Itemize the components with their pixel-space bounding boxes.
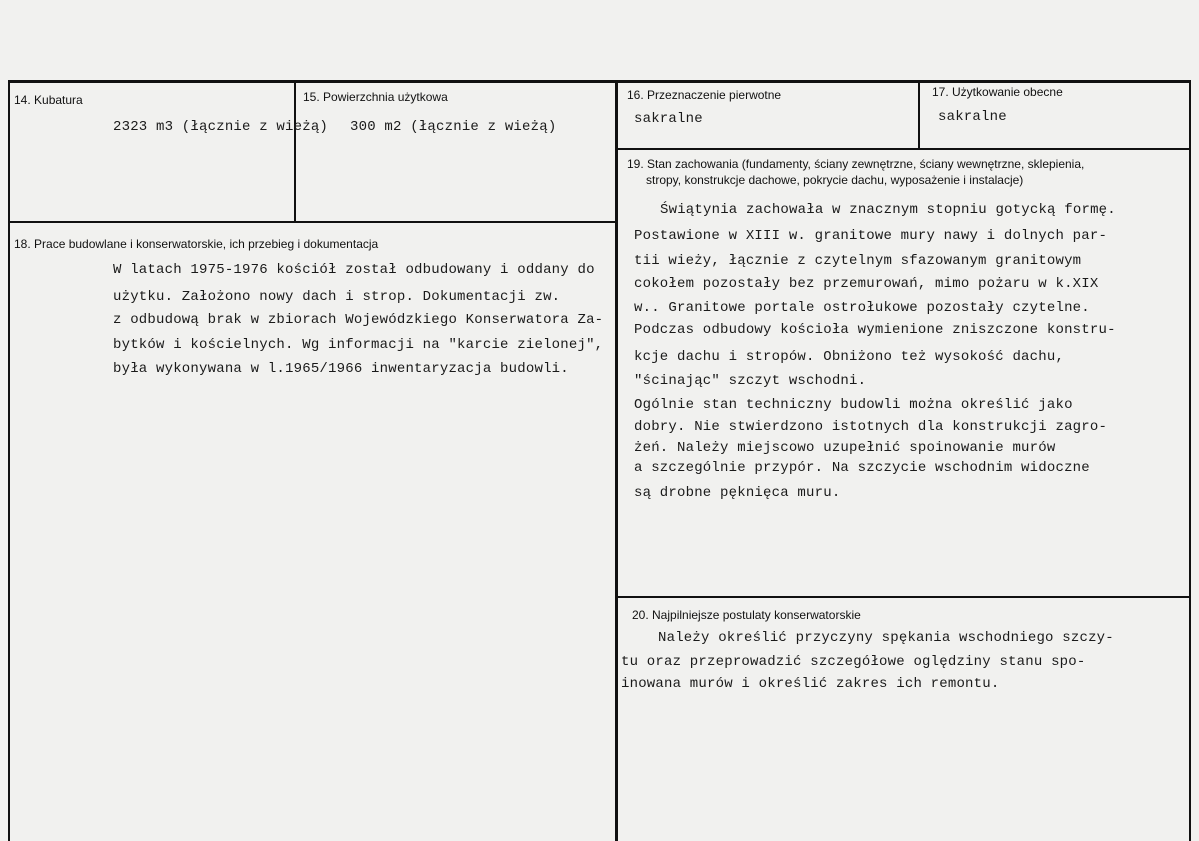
field-20-line: tu oraz przeprowadzić szczegółowe oględziny stanu spo- [621,654,1086,670]
field-19-line: a szczególnie przypór. Na szczycie wschodnim widoczne [634,460,1090,476]
field-19-line: "ścinając" szczyt wschodni. [634,373,867,389]
field-19-line: żeń. Należy miejscowo uzupełnić spoinowanie murów [634,440,1056,456]
field-19-line: tii wieży, łącznie z czytelnym sfazowanym granitowym [634,253,1082,269]
field-19-line: kcje dachu i stropów. Obniżono też wysokość dachu, [634,349,1065,365]
field-14-label: 14. Kubatura [14,93,83,107]
field-19-line: dobry. Nie stwierdzono istotnych dla konstrukcji zagro- [634,419,1108,435]
field-18-line: z odbudową brak w zbiorach Wojewódzkiego Konserwatora Za- [113,312,604,328]
field-19-line: cokołem pozostały bez przemurowań, mimo pożaru w k.XIX [634,276,1099,292]
field-19-label-line-1: 19. Stan zachowania (fundamenty, ściany zewnętrzne, ściany wewnętrzne, sklepienia, [627,157,1085,171]
field-19-line: są drobne pęknięca muru. [634,485,841,501]
field-15-label: 15. Powierzchnia użytkowa [303,90,448,104]
field-18-line: była wykonywana w l.1965/1966 inwentaryzacja budowli. [113,361,569,377]
field-19-label [627,156,1084,188]
left-border [8,80,10,841]
field-19-line: Podczas odbudowy kościoła wymienione zniszczone konstru- [634,322,1116,338]
center-divider [615,80,618,841]
field-16-label: 16. Przeznaczenie pierwotne [627,88,782,102]
field-19-line: Postawione w XIII w. granitowe mury nawy i dolnych par- [634,228,1108,244]
field-15-value: 300 m2 (łącznie z wieżą) [350,119,557,135]
divider-14-15 [294,80,296,222]
field-18-line: W latach 1975-1976 kościół został odbudowany i oddany do [113,262,595,278]
divider-16-17 [918,80,920,149]
field-16-value: sakralne [634,111,703,127]
field-18-label: 18. Prace budowlane i konserwatorskie, ich przebieg i dokumentacja [14,237,379,251]
field-20-label: 20. Najpilniejsze postulaty konserwatorskie [632,608,861,622]
field-20-line: Należy określić przyczyny spękania wschodniego szczy- [658,630,1114,646]
field-14-value: 2323 m3 (łącznie z wieżą) [113,119,329,135]
field-19-line: w.. Granitowe portale ostrołukowe pozostały czytelne. [634,300,1090,316]
field-20-line: inowana murów i określić zakres ich remontu. [621,676,1000,692]
right-border [1189,80,1191,841]
field-17-label: 17. Użytkowanie obecne [932,85,1063,99]
field-18-line: bytków i kościelnych. Wg informacji na "karcie zielonej", [113,337,604,353]
rule-under-14-15 [8,221,617,223]
field-17-value: sakralne [938,109,1007,125]
rule-under-19 [616,596,1191,598]
top-rule [8,80,1191,83]
field-18-line: użytku. Założono nowy dach i strop. Dokumentacji zw. [113,289,561,305]
field-19-label-line-2: stropy, konstrukcje dachowe, pokrycie dachu, wyposażenie i instalacje) [646,173,1024,187]
rule-under-16-17 [616,148,1191,150]
field-19-line: Ogólnie stan techniczny budowli można określić jako [634,397,1073,413]
field-19-line: Świątynia zachowała w znacznym stopniu gotycką formę. [660,202,1116,218]
